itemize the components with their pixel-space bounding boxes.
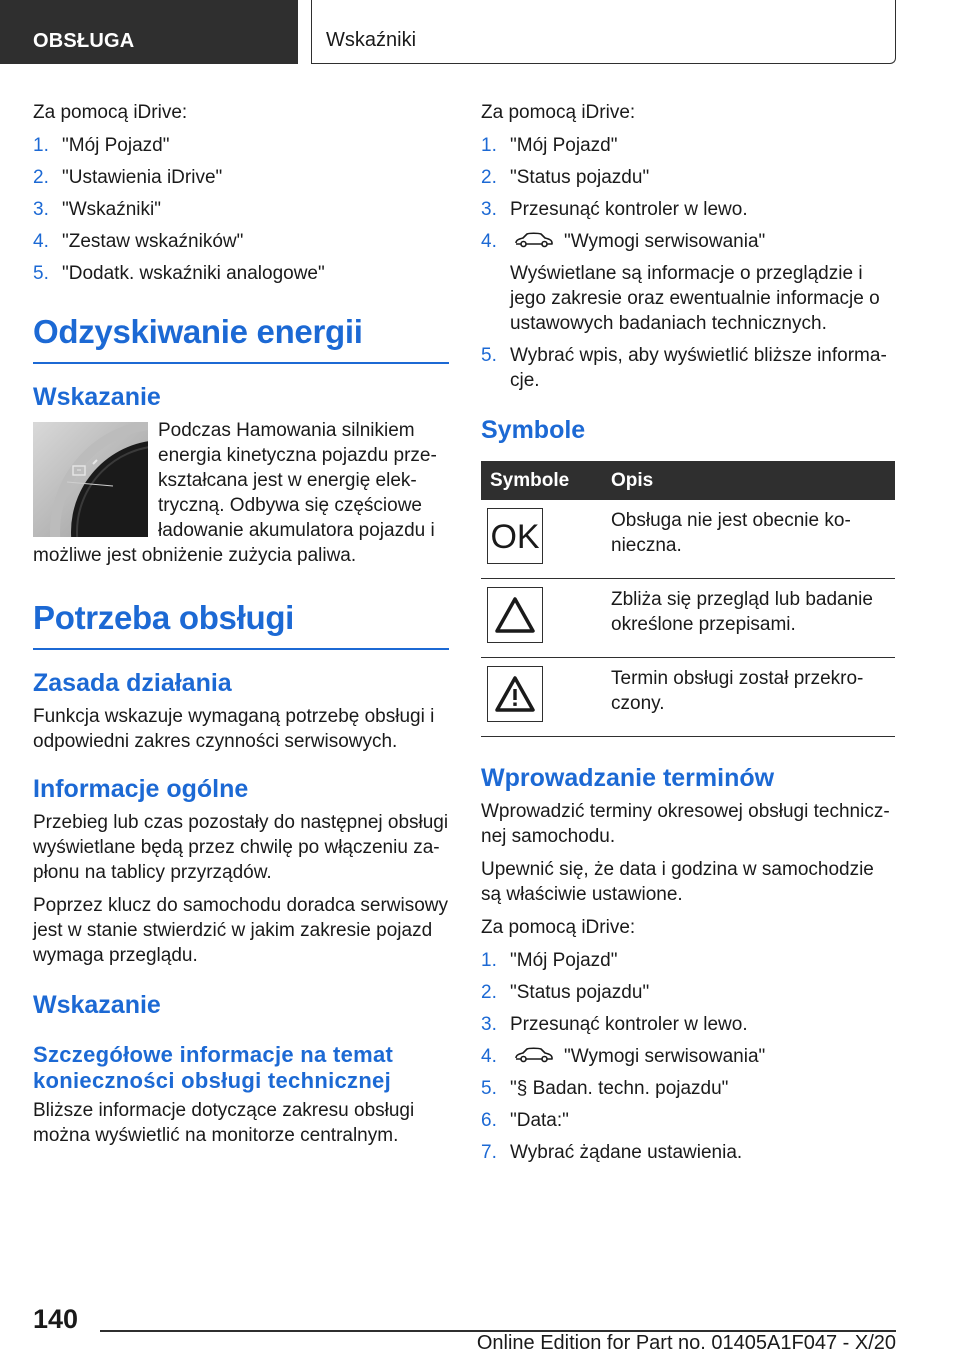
step-number: 5. [481,345,497,366]
step-text: "Wskaźniki" [62,199,161,220]
heading-enter-dates: Wprowadzanie terminów [481,764,775,792]
ok-icon [487,508,543,564]
step-number: 4. [33,231,49,252]
dates-text-1: Wprowadzić terminy okresowej obsługi technicznej samochodu. [481,801,890,847]
step-text: "Mój Pojazd" [510,135,618,156]
step-number: 3. [481,1014,497,1035]
list-item [481,165,897,190]
list-item [481,948,897,973]
list-item [33,165,449,190]
step-text: "Mój Pojazd" [510,950,618,971]
symbols-table [481,461,895,737]
step-number: 1. [481,135,497,156]
idrive-intro: Za pomocą iDrive: [33,102,188,123]
column-header: Symbole [481,461,611,500]
list-item [481,197,897,222]
principle-text: Funkcja wskazuje wymaganą potrzebę obsługi i odpowiedni zakres czynności serwisowych. [33,706,435,752]
list-item [481,1044,897,1069]
step-text: Przesunąć kontroler w lewo. [510,1014,748,1035]
symbol-cell [481,658,611,737]
step-text: "Status pojazdu" [510,167,650,188]
table-row [481,579,895,658]
step-text: "Zestaw wskaźników" [62,231,244,252]
step-number: 2. [481,982,497,1003]
idrive-intro-1: Za pomocą iDrive: [481,102,636,123]
general-text-1: Przebieg lub czas pozostały do następnej obsługi wyświetlane będą przez chwilę po włączeniu zapłonu na tablicy przyrządów. [33,812,449,883]
step-number: 3. [481,199,497,220]
list-item [481,1140,897,1165]
energy-text: Podczas Hamowania silnikiem energia kinetyczna pojazdu przekształcana jest w energię elektryczną. Odbywa się częściowe ładowanie akumulatora pojazdu i możliwe jest obniżenie zużycia paliwa. [33,420,437,566]
table-row [481,658,895,737]
step-text: "Wymogi serwisowania" [564,1046,766,1067]
step-number: 1. [481,950,497,971]
heading-symbols: Symbole [481,416,586,444]
edition-text: Online Edition for Part no. 01405A1F047 - X/20 [476,1332,896,1354]
ok-symbol-text: OK [490,518,540,556]
step-number: 5. [33,263,49,284]
step-number: 4. [481,231,497,252]
desc-cell: Obsługa nie jest obecnie konieczna. [611,500,895,579]
heading-display: Wskazanie [33,383,161,411]
heading-energy-recovery: Odzyskiwanie energii [33,312,449,364]
heading-service-need: Potrzeba obsługi [33,598,449,650]
step-text: "Data:" [510,1110,569,1131]
symbol-cell [481,500,611,579]
step-number: 2. [481,167,497,188]
list-item [33,133,449,158]
car-icon [514,1046,554,1064]
step-text: Wybrać wpis, aby wyświetlić bliższe informacje. [510,345,887,391]
list-item [33,197,449,222]
warning-triangle-icon [487,587,543,643]
heading-principle: Zasada działania [33,669,232,697]
list-item [481,1012,897,1037]
column-header: Opis [611,461,895,500]
list-item [481,1076,897,1101]
step-text: Wybrać żądane ustawienia. [510,1142,743,1163]
page-header [0,0,960,64]
step-number: 3. [33,199,49,220]
dates-text-2: Upewnić się, że data i godzina w samochodzie są właściwie ustawione. [481,859,874,905]
right-column [481,100,897,1173]
step-number: 4. [481,1046,497,1067]
gauge-image [33,422,148,537]
step-text: "Mój Pojazd" [62,135,170,156]
chapter-tab: Wskaźniki [311,0,896,64]
general-text-2: Poprzez klucz do samochodu doradca serwisowy jest w stanie stwierdzić w jakim zakresie pojazd wymaga przeglądu. [33,895,449,966]
desc-cell: Termin obsługi został przekroczony. [611,658,895,737]
step-text: "Status pojazdu" [510,982,650,1003]
step-text: "Dodatk. wskaźniki analogowe" [62,263,325,284]
symbol-cell [481,579,611,658]
list-item [481,343,897,393]
left-column [33,100,449,1156]
step-text: "Ustawienia iDrive" [62,167,223,188]
step-text: "Wymogi serwisowania" [564,231,766,252]
list-item [33,229,449,254]
desc-cell: Zbliża się przegląd lub badanie określone przepisami. [611,579,895,658]
table-row [481,500,895,579]
list-item [33,261,449,286]
page-number: 140 [33,1304,79,1334]
idrive-intro-2: Za pomocą iDrive: [481,917,636,938]
table-header-row [481,461,895,500]
section-tab: OBSŁUGA [0,0,298,64]
heading-details: Szczegółowe informacje na temat konieczności obsługi technicznej [33,1042,394,1093]
list-item [481,133,897,158]
list-item [481,980,897,1005]
list-item [481,229,897,336]
step-subtext: Wyświetlane są informacje o przeglądzie i jego zakresie oraz ewentualnie informacje o ustawowych badaniach technicznych. [510,263,880,334]
dates-steps [481,948,897,1165]
step-text: Przesunąć kontroler w lewo. [510,199,748,220]
step-number: 2. [33,167,49,188]
step-number: 6. [481,1110,497,1131]
car-icon [514,231,554,249]
list-item [481,1108,897,1133]
heading-display-2: Wskazanie [33,991,161,1019]
status-steps [481,133,897,393]
step-number: 1. [33,135,49,156]
step-number: 7. [481,1142,497,1163]
heading-general-info: Informacje ogólne [33,775,249,803]
details-text: Bliższe informacje dotyczące zakresu obsługi można wyświetlić na monitorze centralnym. [33,1100,415,1146]
warning-exclamation-icon [487,666,543,722]
step-text: "§ Badan. techn. pojazdu" [510,1078,729,1099]
page-footer [0,1290,960,1362]
settings-steps [33,133,449,286]
energy-indicator-block [33,418,449,568]
step-number: 5. [481,1078,497,1099]
